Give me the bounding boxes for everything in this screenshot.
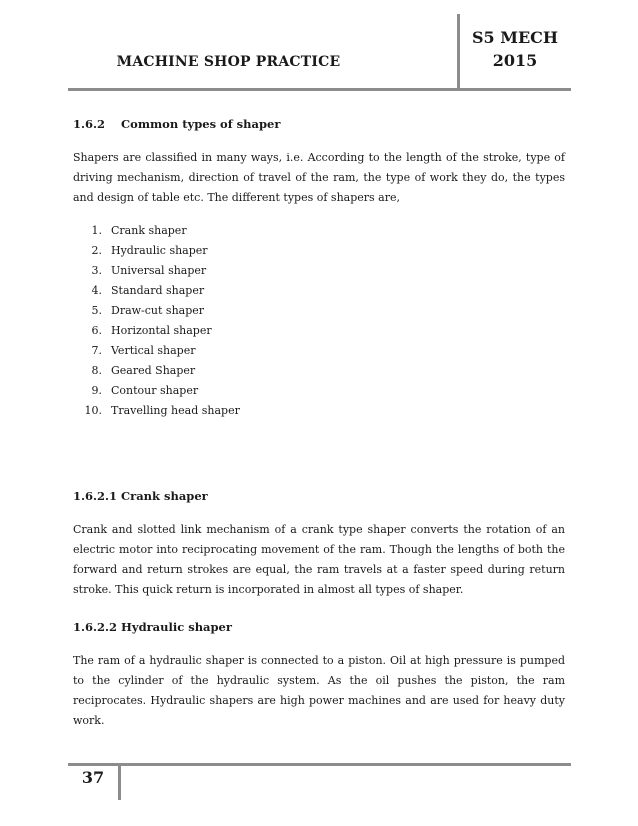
document-title: MACHINE SHOP PRACTICE — [116, 54, 341, 70]
list-item-number: 2. — [91, 244, 102, 257]
list-item-text: Vertical shaper — [111, 344, 196, 357]
crank-shaper-body: Crank and slotted link mechanism of a crank type shaper converts the rotation of an electric motor into reciprocating movement of the ram. Though the lengths of both the forward and return strokes are equal, the ram travels at a faster speed during return stroke. This quick return is incorporated in almost all types of shaper. — [73, 523, 565, 596]
list-item-text: Draw-cut shaper — [111, 304, 205, 317]
list-item-number: 8. — [91, 364, 102, 377]
list-item-text: Horizontal shaper — [111, 324, 212, 337]
list-item-number: 3. — [91, 264, 102, 277]
list-item — [73, 321, 565, 341]
list-item-text: Geared Shaper — [111, 364, 196, 377]
section-intro: Shapers are classified in many ways, i.e. According to the length of the stroke, type of driving mechanism, direction of travel of the ram, the type of work they do, the types and design of table etc. The different types of shapers are, — [73, 151, 565, 204]
course-code — [460, 26, 570, 72]
list-item-number: 6. — [91, 324, 102, 337]
list-item — [73, 401, 565, 421]
list-item-number: 9. — [91, 384, 102, 397]
footer-divider-horizontal — [68, 763, 571, 766]
list-item — [73, 281, 565, 301]
header-divider-horizontal — [68, 88, 571, 91]
list-item — [73, 301, 565, 321]
crank-shaper-heading: 1.6.2.1 Crank shaper — [73, 489, 208, 503]
list-item — [73, 341, 565, 361]
hydraulic-shaper-body: The ram of a hydraulic shaper is connected to a piston. Oil at high pressure is pumped to the cylinder of the hydraulic system. As the oil pushes the piston, the ram reciprocates. Hydraulic shapers are high power machines and are used for heavy duty work. — [73, 654, 565, 727]
list-item-number: 7. — [91, 344, 102, 357]
list-item — [73, 241, 565, 261]
list-item-text: Contour shaper — [111, 384, 199, 397]
list-item-number: 1. — [91, 224, 102, 237]
list-item-text: Crank shaper — [111, 224, 187, 237]
list-item-text: Standard shaper — [111, 284, 205, 297]
list-item — [73, 361, 565, 381]
footer-divider-vertical — [118, 763, 121, 800]
list-item-number: 4. — [91, 284, 102, 297]
list-item-text: Universal shaper — [111, 264, 207, 277]
section-heading: 1.6.2 Common types of shaper — [73, 117, 281, 131]
list-item-number: 10. — [84, 404, 102, 417]
page-content — [73, 117, 565, 731]
list-item-text: Travelling head shaper — [111, 404, 240, 417]
course-code-line2: 2015 — [492, 51, 538, 70]
list-item-number: 5. — [91, 304, 102, 317]
hydraulic-shaper-heading: 1.6.2.2 Hydraulic shaper — [73, 620, 232, 634]
shaper-types-list — [73, 221, 565, 421]
course-code-line1: S5 MECH — [471, 28, 558, 47]
list-item — [73, 221, 565, 241]
list-item — [73, 261, 565, 281]
list-item-text: Hydraulic shaper — [111, 244, 208, 257]
list-item — [73, 381, 565, 401]
page-number: 37 — [81, 768, 105, 787]
